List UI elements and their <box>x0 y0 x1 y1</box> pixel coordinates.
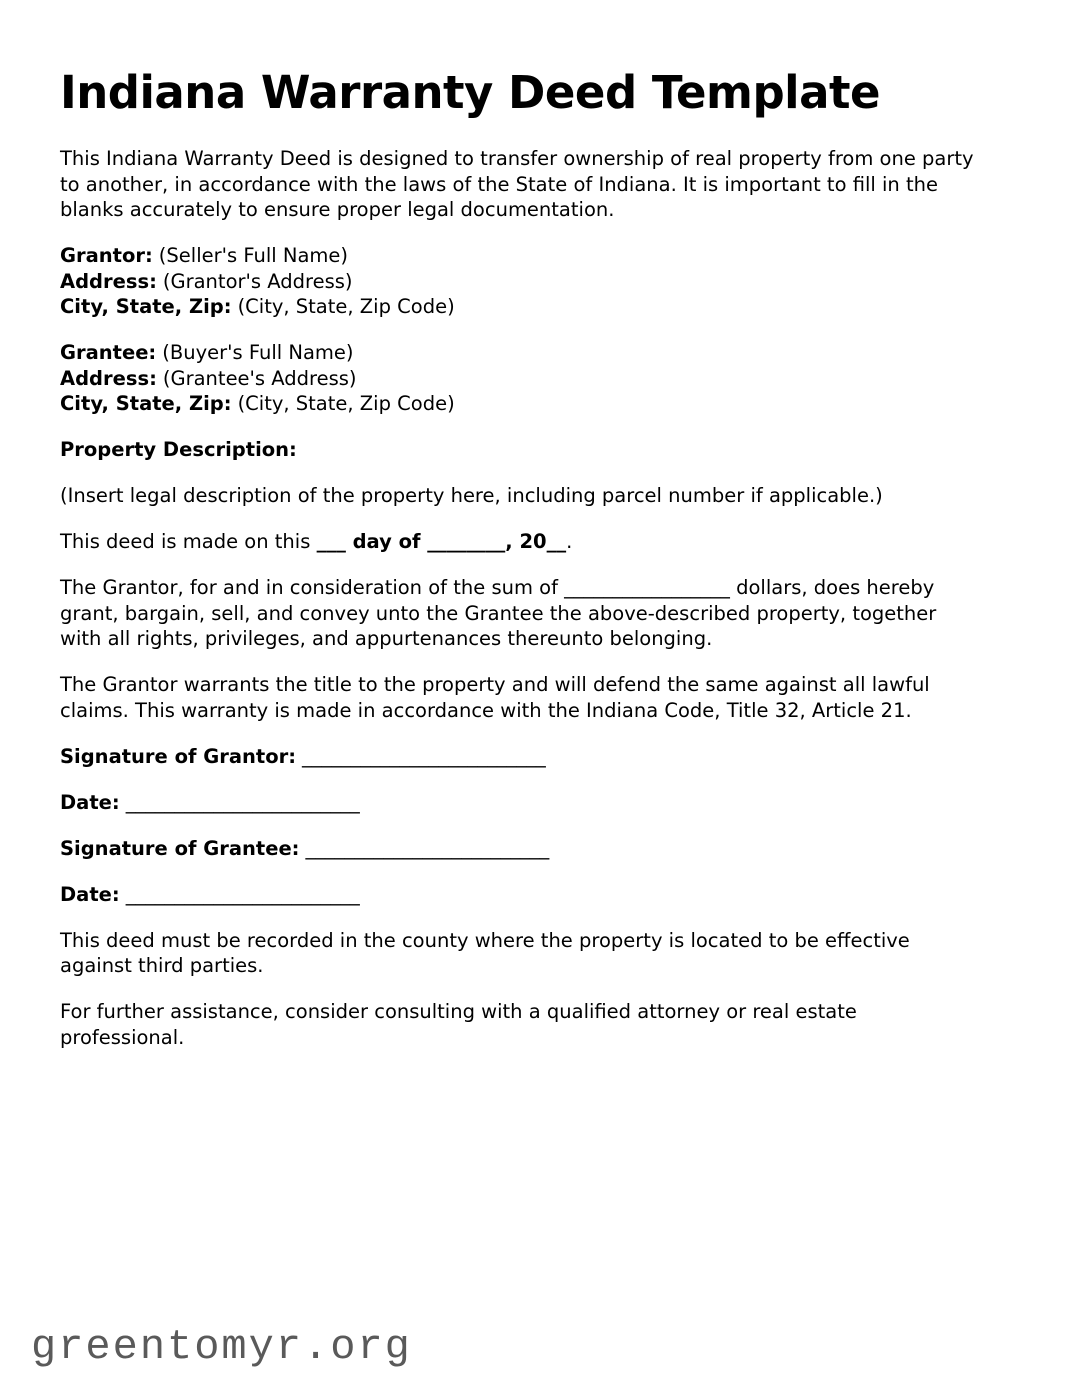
grantee-block <box>60 340 975 417</box>
grantee-date-label: Date: <box>60 882 120 906</box>
grantee-name-value: (Buyer's Full Name) <box>162 341 354 364</box>
grantor-city-state-zip-label: City, State, Zip: <box>60 295 232 318</box>
intro-paragraph: This Indiana Warranty Deed is designed to transfer ownership of real property from one party to another, in accordance with the laws of the State of Indiana. It is important to fill in the blanks accurately to ensure proper legal documentation. <box>60 147 974 221</box>
warranty-paragraph: The Grantor warrants the title to the property and will defend the same against all lawful claims. This warranty is made in accordance with the Indiana Code, Title 32, Article 21. <box>60 673 930 722</box>
grantor-date-row <box>60 790 975 816</box>
grantor-name-label: Grantor: <box>60 244 153 267</box>
grantee-city-state-zip-value: (City, State, Zip Code) <box>237 392 455 415</box>
execution-date-prefix: This deed is made on this <box>60 530 317 553</box>
grantor-address-label: Address: <box>60 269 157 293</box>
grantor-signature-row <box>60 744 975 770</box>
consideration-amount-blank: _________________ <box>564 576 730 599</box>
grantor-name-row <box>60 243 975 269</box>
property-description-heading <box>60 437 975 463</box>
execution-date-blanks: ___ day of ________, 20__ <box>316 530 567 553</box>
grantor-signature-line: _________________________ <box>302 744 546 768</box>
consideration-suffix: dollars, does hereby grant, bargain, sell, and convey unto the Grantee the above-described property, together with all rights, privileges, and appurtenances thereunto belonging. <box>60 576 937 650</box>
grantee-address-row <box>60 366 975 392</box>
grantor-address-value: (Grantor's Address) <box>162 269 353 293</box>
grantee-name-label: Grantee: <box>60 341 157 364</box>
grantee-address-label: Address: <box>60 366 157 390</box>
grantee-city-state-zip-row <box>60 391 975 417</box>
property-description-placeholder: (Insert legal description of the property here, including parcel number if applicable.) <box>60 484 883 507</box>
grantee-name-row <box>60 340 975 366</box>
grantor-block <box>60 243 975 320</box>
site-watermark: greentomyr.org <box>31 1323 412 1371</box>
grantee-date-line: ________________________ <box>125 882 360 906</box>
assistance-note-paragraph: For further assistance, consider consulting with a qualified attorney or real estate professional. <box>60 1000 857 1049</box>
grantee-date-row <box>60 882 975 908</box>
grantor-address-row <box>60 269 975 295</box>
grantor-name-value: (Seller's Full Name) <box>158 244 349 267</box>
execution-date-sentence <box>60 529 975 555</box>
execution-date-suffix: . <box>566 530 573 553</box>
recording-note-paragraph: This deed must be recorded in the county where the property is located to be effective against third parties. <box>60 928 910 977</box>
grantee-address-value: (Grantee's Address) <box>162 366 357 390</box>
grantee-signature-label: Signature of Grantee: <box>60 836 300 860</box>
grantee-city-state-zip-label: City, State, Zip: <box>60 392 232 415</box>
grantor-city-state-zip-value: (City, State, Zip Code) <box>237 295 455 318</box>
grantor-date-line: ________________________ <box>125 790 360 814</box>
grantor-city-state-zip-row <box>60 294 975 320</box>
consideration-prefix: The Grantor, for and in consideration of the sum of <box>60 576 565 599</box>
grantor-date-label: Date: <box>60 790 120 814</box>
grantee-signature-row <box>60 836 975 862</box>
grantee-signature-line: _________________________ <box>305 836 550 860</box>
property-description-label: Property Description: <box>60 438 297 461</box>
page-title: Indiana Warranty Deed Template <box>60 66 880 119</box>
grantor-signature-label: Signature of Grantor: <box>60 744 297 768</box>
consideration-paragraph <box>60 575 975 652</box>
